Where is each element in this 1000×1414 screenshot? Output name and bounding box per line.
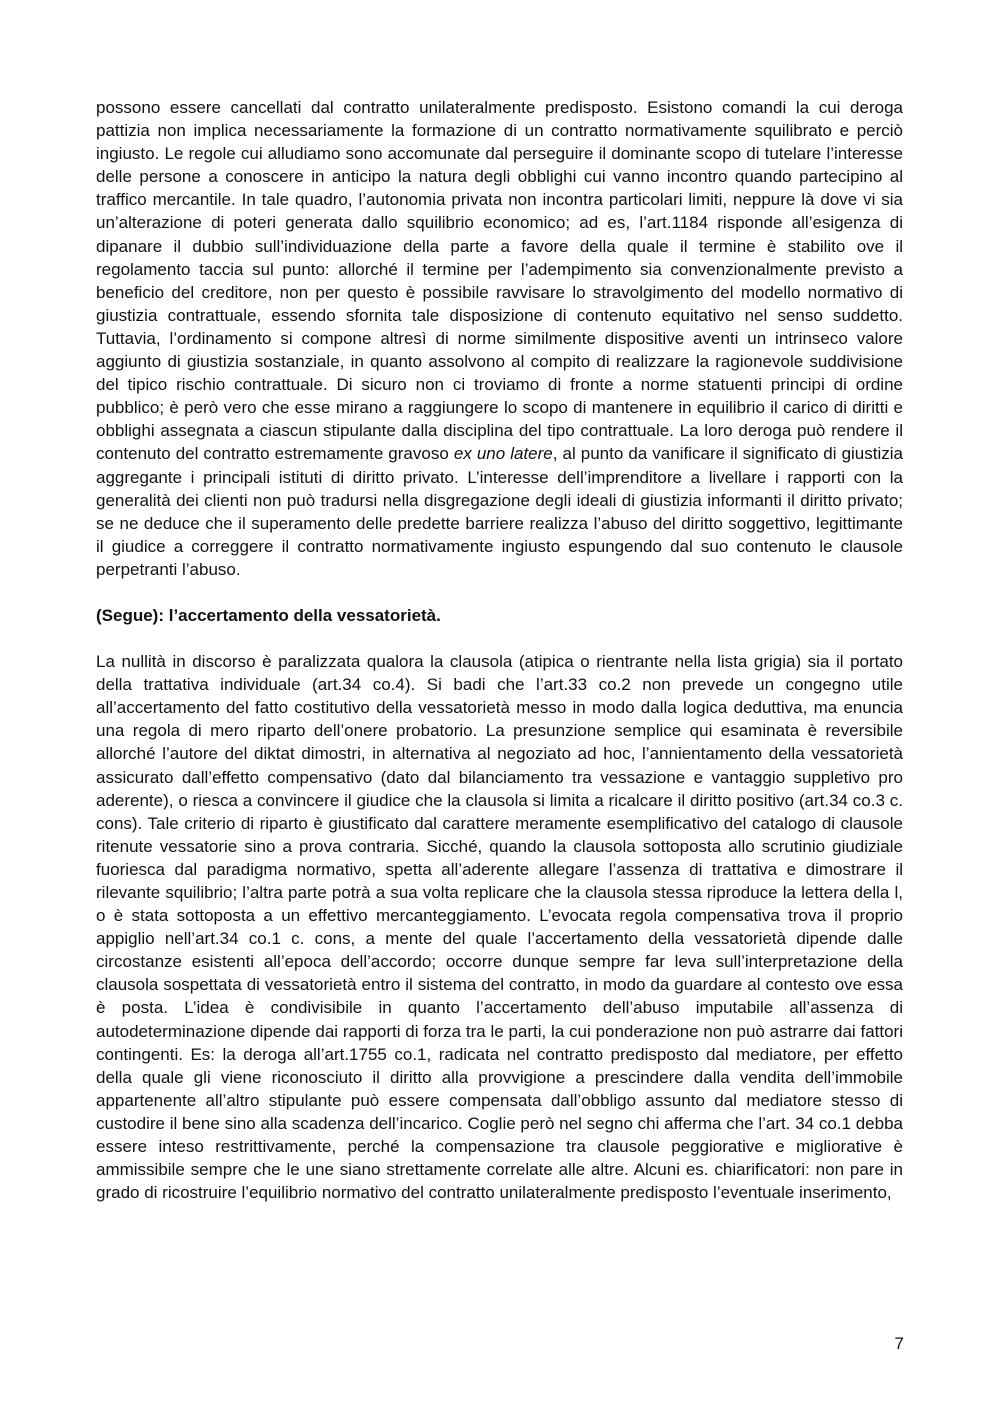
page-number: 7 <box>894 1334 904 1353</box>
paragraph-1-text: possono essere cancellati dal contratto unilateralmente predisposto. Esistono comandi la cui deroga pattizia non implica necessariamente la formazione di un contratto normativamente squilibrato e perciò ingiusto. Le regole cui alludiamo sono accomunate dal perseguire il dominante scopo di tutelare l’interesse delle persone a conoscere in anticipo la natura degli obblighi cui vanno incontro quando partecipino al traffico mercantile. In tale quadro, l’autonomia privata non incontra particolari limiti, neppure là dove vi sia un’alterazione di poteri generata dallo squilibrio economico; ad es, l’art.1184 risponde all’esigenza di dipanare il dubbio sull’individuazione della parte a favore della quale il termine è stabilito ove il regolamento taccia sul punto: allorché il termine per l’adempimento sia convenzionalmente previsto a beneficio del creditore, non per questo è possibile ravvisare lo stravolgimento del modello normativo di giustizia contrattuale, essendo sfornita tale disposizione di contenuto equitativo nel senso suddetto. Tuttavia, l’ordinamento si compone altresì di norme similmente dispositive aventi un intrinseco valore aggiunto di giustizia sostanziale, in quanto assolvono al compito di realizzare la ragionevole suddivisione del tipico rischio contrattuale. Di sicuro non ci troviamo di fronte a norme statuenti principi di ordine pubblico; è però vero che esse mirano a raggiungere lo scopo di mantenere in equilibrio il carico di diritti e obblighi assegnata a ciascun stipulante dalla disciplina del tipo contrattuale. La loro deroga può rendere il contenuto del contratto estremamente gravoso <box>96 98 903 464</box>
latin-phrase: ex uno latere <box>453 444 553 464</box>
body-paragraph-2: La nullità in discorso è paralizzata qualora la clausola (atipica o rientrante nella lista grigia) sia il portato della trattativa individuale (art.34 co.4). Si badi che l’art.33 co.2 non prevede un congegno utile all’accertamento del fatto costitutivo della vessatorietà messo in modo dalla logica deduttiva, ma enuncia una regola di mero riparto dell’onere probatorio. La presunzione semplice qui esaminata è reversibile allorché l’autore del diktat dimostri, in alternativa al negoziato ad hoc, l’annientamento della vessatorietà assicurato dall’effetto compensativo (dato dal bilanciamento tra vessazione e vantaggio suppletivo pro aderente), o riesca a convincere il giudice che la clausola si limita a ricalcare il diritto positivo (art.34 co.3 c. cons). Tale criterio di riparto è giustificato dal carattere meramente esemplificativo del catalogo di clausole ritenute vessatorie sino a prova contraria. Sicché, quando la clausola sottoposta allo scrutinio giudiziale fuoriesca dal paradigma normativo, spetta all’aderente allegare l’assenza di trattativa e dimostrare il rilevante squilibrio; l’altra parte potrà a sua volta replicare che la clausola stessa riproduce la lettera della l, o è stata sottoposta a un effettivo mercanteggiamento. L’evocata regola compensativa trova il proprio appiglio nell’art.34 co.1 c. cons, a mente del quale l’accertamento della vessatorietà dipende dalle circostanze esistenti all’epoca dell’accordo; occorre dunque sempre far leva sull’interpretazione della clausola sospettata di vessatorietà entro il sistema del contratto, in modo da guardare al contesto ove essa è posta. L’idea è condivisibile in quanto l’accertamento dell’abuso imputabile all’assenza di autodeterminazione dipende dai rapporti di forza tra le parti, la cui ponderazione non può astrarre dai fattori contingenti. Es: la deroga all’art.1755 co.1, radicata nel contratto predisposto dal mediatore, per effetto della quale gli viene riconosciuto il diritto alla provvigione a prescindere dalla vendita dell’immobile appartenente all’altro stipulante può essere compensata dall’obbligo assunto dal mediatore stesso di custodire il bene sino alla scadenza dell’incarico. Coglie però nel segno chi afferma che l’art. 34 co.1 debba essere inteso restrittivamente, perché la compensazione tra clausole peggiorative e migliorative è ammissibile sempre che le une siano strettamente correlate alle altre. Alcuni es. chiarificatori: non pare in grado di ricostruire l’equilibrio normativo del contratto unilateralmente predisposto l’eventuale inserimento, <box>96 652 903 1203</box>
paragraph-1-text-continued: , al punto da vanificare il significato di giustizia aggregante i principali istituti di diritto privato. L’interesse dell’imprenditore a livellare i rapporti con la generalità dei clienti non può tradursi nella disgregazione degli ideali di giustizia informanti il diritto privato; se ne deduce che il superamento delle predette barriere realizza l’abuso del diritto soggettivo, legittimante il giudice a correggere il contratto normativamente ingiusto espungendo dal suo contenuto le clausole perpetranti l’abuso. <box>96 444 903 579</box>
document-page <box>96 96 903 1204</box>
body-paragraph-1 <box>96 96 903 581</box>
section-heading: (Segue): l’accertamento della vessatorietà. <box>96 605 441 625</box>
